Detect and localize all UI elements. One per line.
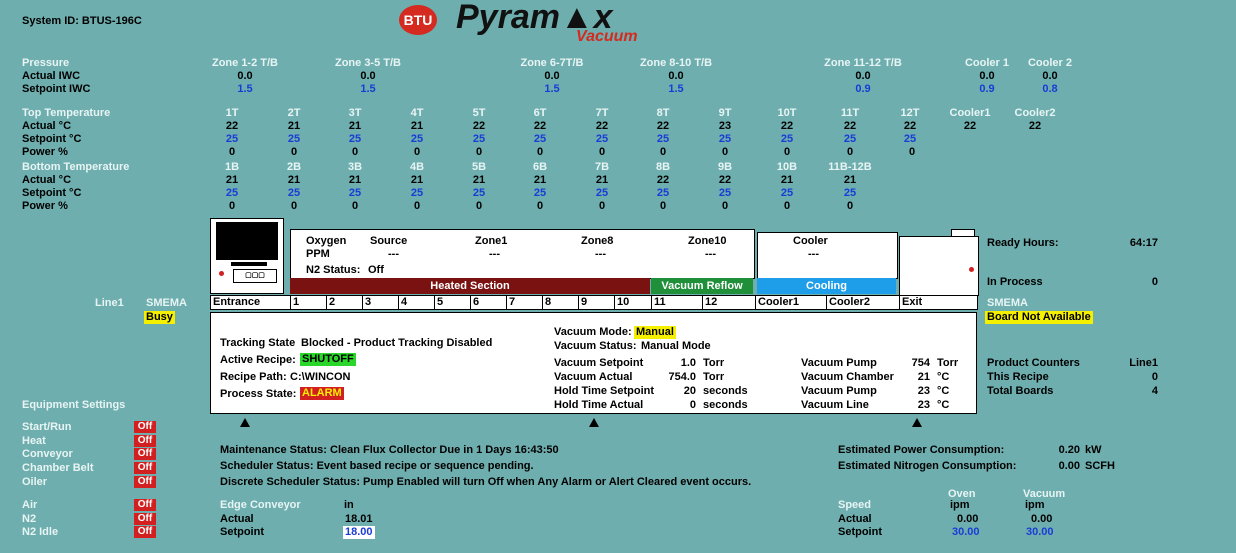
top-actual-value: 22 [472,120,486,132]
edge-conveyor-setpoint-input[interactable]: 18.00 [345,526,373,538]
vacuum-row-unit: Torr [703,371,725,383]
bottom-actual-value: 21 [348,174,362,186]
vacuum-row-label: Vacuum Actual [554,371,633,383]
exit-unit-icon [899,236,979,296]
vacuum-row-value: 20 [683,385,696,397]
bottom-setpoint-value: 25 [287,187,301,199]
pump-row-unit: Torr [937,357,959,369]
top-power-value: 0 [351,146,359,158]
equipment-item-label: Start/Run [22,421,72,433]
bottom-temp-power-label: Power % [22,200,68,212]
cooler-temp-header: Cooler2 [1014,107,1056,119]
oxygen-val-zone8: --- [595,248,606,260]
bottom-setpoint-value: 25 [472,187,486,199]
vacuum-speed-actual: 0.00 [1031,513,1053,525]
pressure-zone-header: Cooler 2 [1027,57,1072,69]
top-zone-header: 8T [656,107,670,119]
top-setpoint-value: 25 [348,133,362,145]
power-consumption-label: Estimated Power Consumption: [838,444,1005,456]
top-setpoint-value: 25 [718,133,732,145]
pump-row-value: 21 [917,371,930,383]
bottom-power-value: 0 [536,200,544,212]
bottom-zone-header: 1B [224,161,240,173]
zone-strip-cell: 7 [506,295,542,310]
btu-logo-badge: BTU [399,5,437,35]
edge-conveyor-unit: in [344,499,354,511]
top-zone-header: 9T [718,107,732,119]
pressure-title: Pressure [22,57,70,69]
bottom-zone-header: 6B [532,161,548,173]
pressure-zone-header: Zone 3-5 T/B [334,57,401,69]
pressure-setpoint-value: 1.5 [668,83,684,95]
gas-off-toggle[interactable]: Off [134,513,156,525]
pump-row-unit: °C [937,385,950,397]
oxygen-col-zone1: Zone1 [475,235,508,247]
pump-row-unit: °C [937,399,950,411]
ppm-label: PPM [306,248,330,260]
zone-strip-cell: 9 [578,295,614,310]
smema-label: SMEMA [146,297,187,309]
total-boards-label: Total Boards [987,385,1054,397]
pump-row-unit: °C [937,371,950,383]
top-actual-value: 21 [348,120,362,132]
power-consumption-value: 0.20 [1058,444,1080,456]
oven-speed-unit: ipm [950,499,970,511]
pressure-setpoint-value: 1.5 [544,83,560,95]
zone-strip-cell: Exit [899,295,978,310]
process-state-label: Process State: [220,388,297,400]
cooler-temp-actual: 22 [1028,120,1042,132]
top-power-value: 0 [413,146,421,158]
zone-strip-cell: 12 [702,295,753,310]
pressure-zone-header: Zone 6-7T/B [520,57,584,69]
oxygen-col-zone10: Zone10 [688,235,727,247]
ready-hours-value: 64:17 [1129,237,1158,249]
bottom-power-value: 0 [475,200,483,212]
smema-busy-badge: Busy [146,311,173,323]
top-temp-title: Top Temperature [22,107,111,119]
zone-strip-cell: 10 [614,295,651,310]
oven-speed-setpoint[interactable]: 30.00 [952,526,980,538]
total-boards-value: 4 [1151,385,1158,397]
pressure-actual-value: 0.0 [544,70,560,82]
zone-strip-cell: 6 [470,295,506,310]
top-setpoint-value: 25 [533,133,547,145]
gas-off-toggle[interactable]: Off [134,526,156,538]
tracking-state-label: Tracking State [220,337,296,349]
vacuum-logo-text: Vacuum [576,28,638,45]
vacuum-status-label: Vacuum Status: [554,340,637,352]
gas-item-label: N2 Idle [22,526,59,539]
vacuum-status-value: Manual Mode [641,340,711,352]
vacuum-reflow-band: Vacuum Reflow [651,278,753,294]
top-zone-header: 1T [225,107,239,119]
oxygen-label: Oxygen [306,235,347,247]
pump-row-label: Vacuum Chamber [801,371,894,383]
power-consumption-unit: kW [1085,444,1102,456]
pressure-setpoint-value: 1.5 [237,83,253,95]
pressure-setpoint-label: Setpoint IWC [22,83,91,95]
equipment-item-label: Conveyor [22,448,73,461]
top-setpoint-value: 25 [472,133,486,145]
top-actual-value: 21 [410,120,424,132]
top-power-value: 0 [783,146,791,158]
product-counters-label: Product Counters [987,357,1080,369]
line-label: Line1 [95,297,124,309]
vacuum-row-value: 0 [689,399,696,411]
edge-conveyor-setpoint-label: Setpoint [220,526,264,538]
cooling-band: Cooling [757,278,896,294]
top-zone-header: 2T [287,107,301,119]
top-actual-value: 22 [903,120,917,132]
zone-strip-cell: Entrance [210,295,290,310]
bottom-zone-header: 2B [286,161,302,173]
smema-right-label: SMEMA [987,297,1028,309]
top-power-value: 0 [846,146,854,158]
edge-conveyor-title: Edge Conveyor [220,499,301,511]
top-actual-value: 22 [780,120,794,132]
top-power-value: 0 [536,146,544,158]
oxygen-val-zone1: --- [489,248,500,260]
pump-row-label: Vacuum Pump [801,357,877,369]
bottom-power-value: 0 [659,200,667,212]
zone-strip-cell: 5 [434,295,470,310]
bottom-zone-header: 7B [594,161,610,173]
n2-status-value: Off [368,264,384,276]
oxygen-col-zone8: Zone8 [581,235,614,247]
bottom-setpoint-value: 25 [656,187,670,199]
bottom-zone-header: 8B [655,161,671,173]
bottom-zone-header: 4B [409,161,425,173]
vacuum-row-value: 1.0 [680,357,696,369]
oxygen-col-source: Source [370,235,408,247]
bottom-setpoint-value: 25 [348,187,362,199]
top-power-value: 0 [908,146,916,158]
product-counters-line: Line1 [1129,357,1158,369]
top-actual-value: 22 [225,120,239,132]
cooler-oxygen-label: Cooler [793,235,828,247]
bottom-temp-setpoint-label: Setpoint °C [22,187,82,199]
equipment-item-label: Oiler [22,475,48,488]
bottom-power-value: 0 [721,200,729,212]
pressure-zone-header: Zone 1-2 T/B [211,57,278,69]
recipe-path-label: Recipe Path: [220,371,287,383]
top-setpoint-value: 25 [843,133,857,145]
bottom-temp-actual-label: Actual °C [22,174,72,186]
scheduler-status: Scheduler Status: Event based recipe or sequence pending. [220,460,534,472]
zone-strip-cell: 2 [326,295,362,310]
bottom-actual-value: 21 [472,174,486,186]
speed-title: Speed [838,499,872,511]
recipe-path-value: C:\WINCON [290,371,351,383]
vacuum-row-label: Hold Time Actual [554,399,644,411]
vacuum-row-label: Vacuum Setpoint [554,357,644,369]
pyramax-logo: Pyram▲x [456,0,613,36]
pump-row-label: Vacuum Pump [801,385,877,397]
active-recipe-value[interactable]: SHUTOFF [302,353,354,365]
bottom-actual-value: 21 [595,174,609,186]
nitrogen-consumption-unit: SCFH [1085,460,1115,472]
bottom-setpoint-value: 25 [718,187,732,199]
maintenance-status: Maintenance Status: Clean Flux Collector Due in 1 Days 16:43:50 [220,444,559,456]
pressure-actual-value: 0.0 [237,70,253,82]
top-setpoint-value: 25 [780,133,794,145]
top-temp-power-label: Power % [22,146,68,158]
top-zone-header: 11T [840,107,860,119]
zone-strip-cell: Cooler1 [755,295,826,310]
bottom-power-value: 0 [228,200,236,212]
bottom-power-value: 0 [290,200,298,212]
vacuum-row-value: 754.0 [668,371,696,383]
bottom-setpoint-value: 25 [595,187,609,199]
bottom-actual-value: 21 [225,174,239,186]
pressure-actual-value: 0.0 [1042,70,1058,82]
bottom-power-value: 0 [783,200,791,212]
exit-unit-top [951,229,975,237]
vacuum-row-unit: seconds [703,385,748,397]
arrow-up-icon [589,418,599,427]
vacuum-mode-label: Vacuum Mode: [554,326,632,338]
pump-row-value: 754 [911,357,930,369]
zone-strip-cell: Cooler2 [826,295,899,310]
vacuum-speed-setpoint[interactable]: 30.00 [1026,526,1054,538]
oxygen-val-source: --- [388,248,399,260]
pump-row-value: 23 [917,399,930,411]
arrow-up-icon [240,418,250,427]
top-actual-value: 22 [595,120,609,132]
top-actual-value: 21 [287,120,301,132]
pump-row-value: 23 [917,385,930,397]
top-power-value: 0 [721,146,729,158]
bottom-power-value: 0 [598,200,606,212]
zone-strip-cell: 3 [362,295,398,310]
equipment-off-toggle[interactable]: Off [134,462,156,474]
bottom-actual-value: 21 [287,174,301,186]
top-zone-header: 10T [777,107,797,119]
vacuum-speed-unit: ipm [1025,499,1045,511]
top-setpoint-value: 25 [410,133,424,145]
edge-conveyor-actual-value: 18.01 [345,513,373,525]
zone-strip-cell: 8 [542,295,578,310]
system-id: System ID: BTUS-196C [22,15,142,27]
equipment-off-toggle[interactable]: Off [134,448,156,460]
pressure-actual-value: 0.0 [668,70,684,82]
pressure-zone-header: Zone 11-12 T/B [824,57,902,69]
vacuum-mode-value: Manual [636,326,674,338]
pressure-actual-value: 0.0 [360,70,376,82]
oven-speed-actual: 0.00 [957,513,979,525]
vacuum-row-label: Hold Time Setpoint [554,385,655,397]
top-actual-value: 22 [533,120,547,132]
discrete-scheduler-status: Discrete Scheduler Status: Pump Enabled will turn Off when Any Alarm or Alert Cleared event occurs. [220,476,752,488]
pressure-actual-value: 0.0 [979,70,995,82]
bottom-power-value: 0 [413,200,421,212]
top-zone-header: 6T [533,107,547,119]
tracking-state-value: Blocked - Product Tracking Disabled [301,337,493,349]
pump-row-label: Vacuum Line [801,399,869,411]
pressure-setpoint-value: 0.8 [1042,83,1058,95]
n2-status-label: N2 Status: [306,264,361,276]
pressure-actual-label: Actual IWC [22,70,81,82]
pressure-setpoint-value: 0.9 [855,83,871,95]
bottom-actual-value: 21 [410,174,424,186]
zone-strip-cell: 11 [651,295,702,310]
top-actual-value: 23 [718,120,732,132]
equipment-off-toggle[interactable]: Off [134,435,156,447]
equipment-item-label: Heat [22,434,46,447]
zone-strip-cell: 4 [398,295,434,310]
top-power-value: 0 [290,146,298,158]
top-temp-setpoint-label: Setpoint °C [22,133,82,145]
pressure-setpoint-value: 1.5 [360,83,376,95]
top-power-value: 0 [659,146,667,158]
this-recipe-label: This Recipe [987,371,1049,383]
pressure-setpoint-value: 0.9 [979,83,995,95]
top-power-value: 0 [228,146,236,158]
vacuum-speed-label: Vacuum [1023,488,1066,500]
top-zone-header: 3T [348,107,362,119]
bottom-zone-header: 3B [347,161,363,173]
top-actual-value: 22 [656,120,670,132]
equipment-item-label: Chamber Belt [22,462,94,475]
top-actual-value: 22 [843,120,857,132]
top-setpoint-value: 25 [225,133,239,145]
vacuum-row-unit: seconds [703,399,748,411]
pressure-actual-value: 0.0 [855,70,871,82]
bottom-setpoint-value: 25 [843,187,857,199]
bottom-zone-header: 11B-12B [828,161,872,173]
oven-speed-label: Oven [948,488,976,500]
bottom-zone-header: 5B [471,161,487,173]
bottom-zone-header: 10B [776,161,798,173]
speed-setpoint-label: Setpoint [838,526,882,538]
nitrogen-consumption-value: 0.00 [1058,460,1080,472]
cooler-temp-actual: 22 [963,120,977,132]
bottom-power-value: 0 [846,200,854,212]
cooler-temp-header: Cooler1 [949,107,991,119]
pressure-zone-header: Zone 8-10 T/B [639,57,713,69]
in-process-label: In Process [987,276,1043,288]
bottom-actual-value: 22 [656,174,670,186]
top-zone-header: 5T [472,107,486,119]
top-zone-header: 4T [410,107,424,119]
speed-actual-label: Actual [838,513,872,525]
bottom-actual-value: 21 [843,174,857,186]
arrow-up-icon [912,418,922,427]
equipment-off-toggle[interactable]: Off [134,421,156,433]
this-recipe-value: 0 [1151,371,1158,383]
pressure-zone-header: Cooler 1 [964,57,1009,69]
cooler-oxygen-value: --- [808,248,819,260]
active-recipe-label: Active Recipe: [220,354,296,366]
gas-item-label: N2 [22,512,37,525]
oxygen-val-zone10: --- [705,248,716,260]
bottom-setpoint-value: 25 [780,187,794,199]
heated-section-band: Heated Section [290,278,650,294]
equipment-settings-title: Equipment Settings [22,399,126,411]
top-zone-header: 12T [900,107,920,119]
board-not-available-badge: Board Not Available [987,311,1091,323]
bottom-zone-header: 9B [717,161,733,173]
bottom-actual-value: 22 [718,174,732,186]
top-setpoint-value: 25 [656,133,670,145]
vacuum-row-unit: Torr [703,357,725,369]
bottom-setpoint-value: 25 [533,187,547,199]
zone-strip-cell: 1 [290,295,326,310]
nitrogen-consumption-label: Estimated Nitrogen Consumption: [838,460,1017,472]
bottom-power-value: 0 [351,200,359,212]
edge-conveyor-actual-label: Actual [220,513,254,525]
gas-item-label: Air [22,499,38,511]
bottom-setpoint-value: 25 [225,187,239,199]
bottom-setpoint-value: 25 [410,187,424,199]
top-setpoint-value: 25 [903,133,917,145]
process-state-alarm[interactable]: ALARM [302,387,342,399]
bottom-temp-title: Bottom Temperature [22,161,130,173]
top-setpoint-value: 25 [595,133,609,145]
bottom-actual-value: 21 [533,174,547,186]
entrance-computer-icon: ▢▢▢ [210,218,284,294]
top-power-value: 0 [475,146,483,158]
top-zone-header: 7T [595,107,609,119]
equipment-off-toggle[interactable]: Off [134,476,156,488]
in-process-value: 0 [1151,276,1158,288]
top-temp-actual-label: Actual °C [22,120,72,132]
ready-hours-label: Ready Hours: [987,237,1059,249]
top-setpoint-value: 25 [287,133,301,145]
gas-off-toggle[interactable]: Off [134,499,156,511]
top-power-value: 0 [598,146,606,158]
bottom-actual-value: 21 [780,174,794,186]
